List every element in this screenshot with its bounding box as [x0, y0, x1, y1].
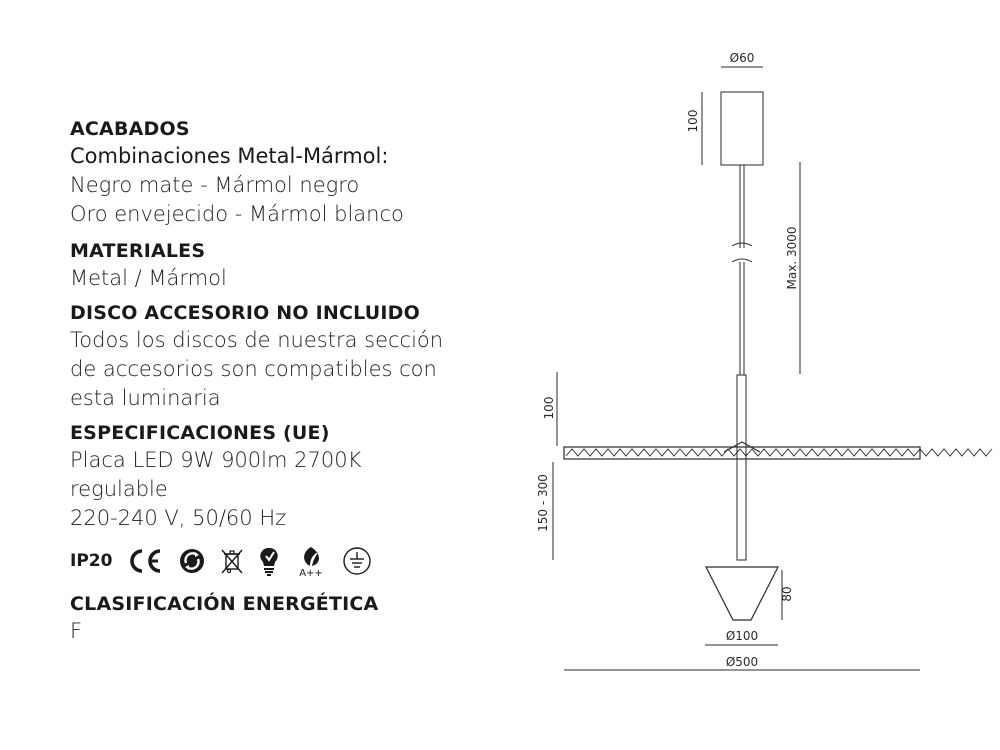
specs-line: 220-240 V, 50/60 Hz	[70, 506, 287, 530]
disc-text-line: esta luminaria	[70, 386, 221, 410]
cone-diameter-label: Ø100	[725, 629, 759, 643]
energy-class-heading: CLASIFICACIÓN ENERGÉTICA	[70, 593, 379, 615]
specs-heading: ESPECIFICACIONES (UE)	[70, 422, 330, 444]
canopy-height-label: 100	[686, 109, 700, 133]
specs-line: Placa LED 9W 900lm 2700K	[70, 448, 362, 472]
energy-class-value: F	[70, 619, 83, 643]
materials-text: Metal / Mármol	[70, 266, 227, 290]
canopy	[721, 92, 763, 165]
cable-break	[732, 243, 752, 246]
materials-heading: MATERIALES	[70, 240, 206, 262]
finish-option: Oro envejecido - Mármol blanco	[70, 202, 404, 226]
disc-range-label: 150 - 300	[536, 474, 550, 532]
ip-rating: IP20	[70, 551, 113, 571]
lamp-tube	[737, 375, 746, 560]
disc-diameter-label: Ø500	[725, 655, 759, 669]
specs-line: regulable	[70, 477, 168, 501]
disc-text-line: de accesorios son compatibles con	[70, 357, 437, 381]
finishes-heading: ACABADOS	[70, 118, 190, 140]
tube-height-label: 100	[542, 396, 556, 420]
cone-shade	[706, 567, 778, 620]
disc-text-line: Todos los discos de nuestra sección	[70, 328, 444, 352]
energy-badge-label: A++	[299, 568, 324, 578]
accessory-disc	[564, 447, 920, 459]
cable-length-label: Max. 3000	[785, 226, 799, 290]
cone-height-label: 80	[780, 586, 794, 602]
finish-option: Negro mate - Mármol negro	[70, 173, 360, 197]
disc-heading: DISCO ACCESORIO NO INCLUIDO	[70, 302, 420, 324]
finishes-subheading: Combinaciones Metal-Mármol:	[70, 144, 389, 168]
canopy-diameter-label: Ø60	[729, 51, 755, 65]
